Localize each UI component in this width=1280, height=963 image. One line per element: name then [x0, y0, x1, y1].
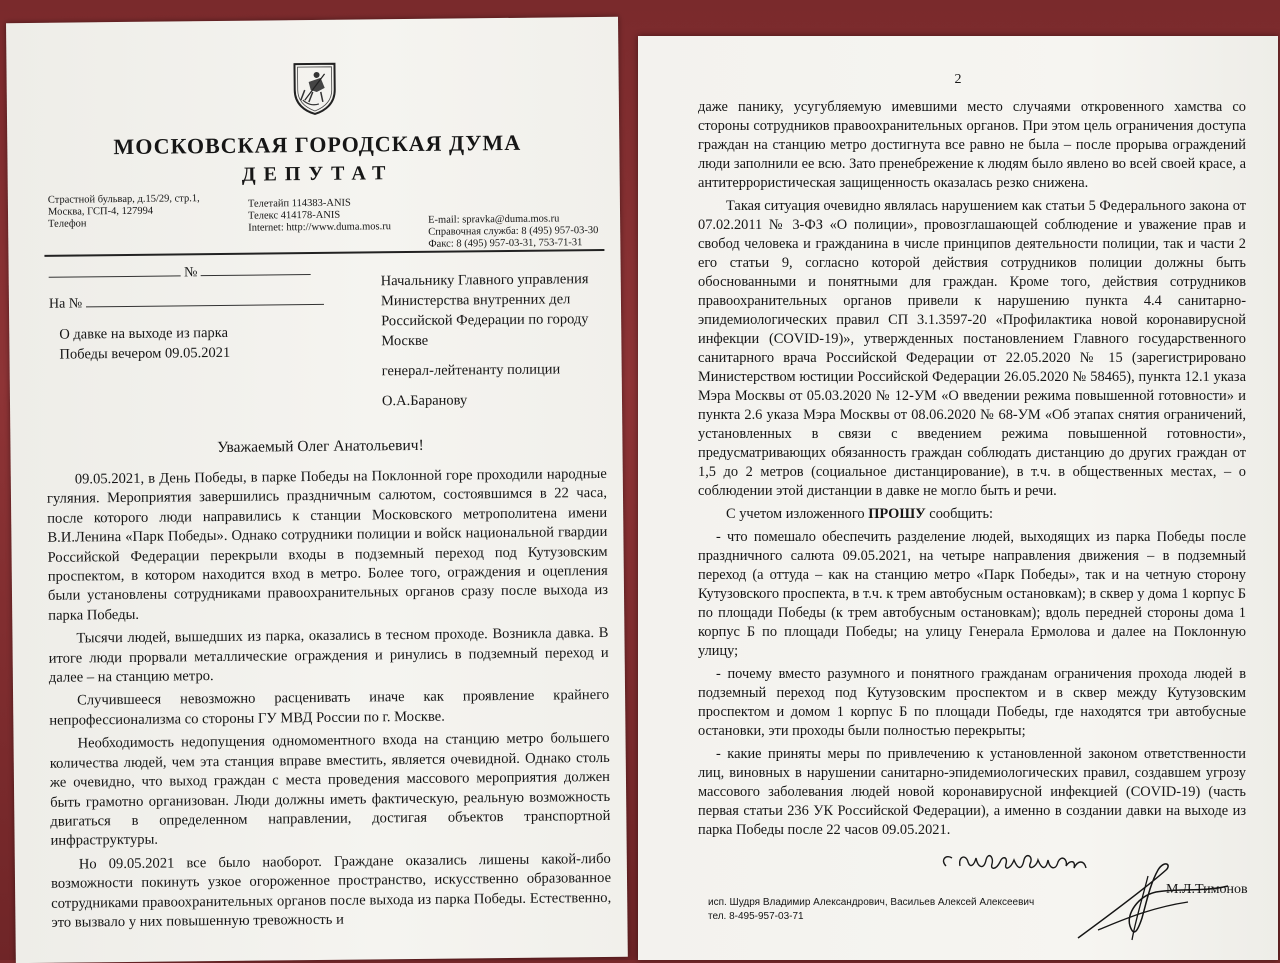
moscow-coat-of-arms-icon [290, 60, 339, 116]
page-number: 2 [954, 72, 962, 87]
executors-block [708, 896, 1034, 924]
body-paragraph: Случившееся невозможно расценивать иначе как проявление крайнего непрофессионализма со стороны ГУ МВД России по г. Москве. [49, 687, 610, 729]
teletype: Телетайп 114383-ANIS [247, 197, 351, 210]
subject-line: О давке на выходе из парка [59, 324, 229, 343]
incoming-number-line [49, 292, 324, 313]
salutation: Уважаемый Олег Анатольевич! [217, 436, 424, 457]
letter-body-page-1 [47, 465, 612, 937]
request-lead [698, 505, 1246, 524]
organization-subtitle: ДЕПУТАТ [241, 162, 394, 186]
email: E-mail: spravka@duma.mos.ru [428, 213, 560, 226]
signature [1038, 856, 1238, 946]
phone-label: Телефон [48, 218, 87, 230]
request-suffix: сообщить: [925, 506, 994, 522]
number-label: № [184, 265, 198, 281]
header-address [48, 193, 238, 231]
header-divider [44, 249, 604, 257]
body-paragraph: Но 09.05.2021 все было наоборот. Граждане оказались лишены какой-либо возможности покинуть узкое огороженное пространство, искусственно образованное сотрудниками правоохранительных органов после выхода из парка Победы. Естественно, это вызвало у них повышенную тревожность и [50, 850, 612, 931]
header-contacts-2 [428, 213, 618, 251]
outgoing-number-line [49, 262, 312, 283]
letter-page-2 [638, 36, 1278, 960]
subject-line: Победы вечером 09.05.2021 [59, 344, 231, 363]
request-item: - какие приняты меры по привлечению к установленной законом ответственности лиц, виновных в нарушении санитарно-эпидемиологических правил, создавшем угрозу массового заболевания людей новой коронавирусной инфекцией (COVID-19) (часть первая статьи 236 УК Российской Федерации), а именно в создании давки на выходе из парка Победы после 22 часов 09.05.2021. [698, 746, 1246, 838]
telex: Телекс 414178-ANIS [247, 209, 341, 222]
body-paragraph: Необходимость недопущения одномоментного входа на станцию метро большего количества людей, чем эта станция вправе вместить, является очевидной. Однако столь же очевидно, что выход граждан с места проведения массового мероприятия должен быть грамотно организован. Люди должны иметь фактическую, реальную возможность двигаться в определенном направлении, достигая объектов транспортной инфраструктуры. [49, 730, 611, 850]
addressee-name: О.А.Баранову [381, 392, 468, 410]
executor-phone: тел. 8-495-957-03-71 [708, 911, 804, 922]
executors: исп. Шудря Владимир Александрович, Васильев Алексей Алексеевич [708, 897, 1035, 908]
addressee-position: Начальнику Главного управления Министерства внутренних дел Российской Федерации по городу Москве [380, 271, 589, 350]
request-list [698, 528, 1246, 840]
request-item: - почему вместо разумного и понятного гражданам ограничения прохода людей в подземный переход под Кутузовским проспектом и в сквер между Кутузовским проспектом и домом 1 корпус Б по площади Победы, где находятся три автобусные остановки, эти проходы были полностью перекрыты; [698, 666, 1246, 739]
organization-title: МОСКОВСКАЯ ГОРОДСКАЯ ДУМА [113, 129, 522, 160]
request-keyword: ПРОШУ [868, 506, 926, 522]
address-line: Страстной бульвар, д.15/29, стр.1, [47, 193, 200, 206]
body-paragraph: Тысячи людей, вышедших из парка, оказались в тесном проходе. Возникла давка. В итоге люди прорвали металлические ограждения и ринулись в подземный переход и далее – на станцию метро. [48, 625, 609, 686]
body-paragraph: 09.05.2021, в День Победы, в парке Победы на Поклонной горе проходили народные гуляния. Мероприятия завершились праздничным салютом, состоявшимся в 22 часа, после которого люди направились к станции Московского метрополитена имени В.И.Ленина «Парк Победы». Однако сотрудники полиции и войск национальной гвардии Российской Федерации перекрыли входы в подземный переход под Кутузовским проспектом, в котором находится вход в метро. Более того, ограждения и оцепления были установлены сотрудниками правоохранительных органов сразу после выхода из парка Победы. [46, 465, 609, 624]
addressee-block [381, 269, 623, 422]
letter-subject [59, 322, 359, 365]
help-desk: Справочная служба: 8 (495) 957-03-30 [428, 225, 599, 238]
letter-page-1 [6, 17, 628, 963]
address-line: Москва, ГСП-4, 127994 [47, 205, 154, 218]
body-paragraph: Такая ситуация очевидно являлась нарушением как статьи 5 Федерального закона от 07.02.2011 № 3-ФЗ «О полиции», провозглашающей соблюдение и уважение прав и свобод человека и гражданина в числе принципов деятельности полиции, так и части 2 его статьи 9, согласно которой действия сотрудников полиции должны быть обоснованными и понятными для граждан. Кроме того, действия сотрудников правоохранительных органов привели к нарушению пункта 4.4 санитарно-эпидемиологических правил СП 3.1.3597-20 «Профилактика новой коронавирусной инфекции (COVID-19)», утвержденных постановлением Главного государственного санитарного врача Российской Федерации от 22.05.2020 № 15 (зарегистрировано Министерством юстиции Российской Федерации 26.05.2020 № 58465), пункта 12.1 указа Мэра Москвы от 05.03.2020 № 12-УМ «О введении режима повышенной готовности» и пункта 2.6 указа Мэра Москвы от 08.06.2020 № 68-УМ «Об этапах снятия ограничений, установленных в связи с введением режима повышенной готовности», предусматривающих обязанность граждан соблюдать дистанцию до других граждан от 1,5 до 2 метров (социальное дистанцирование), в т.ч. в общественных местах, – о соблюдении этой дистанции в давке не могло быть и речи. [698, 198, 1246, 499]
internet-address: Internet: http://www.duma.mos.ru [248, 221, 392, 234]
addressee-rank: генерал-лейтенанту полиции [381, 361, 561, 380]
in-reply-label: На № [48, 296, 83, 312]
body-paragraph: даже панику, усугубляемую имевшими место случаями откровенного хамства со стороны сотрудников правоохранительных органов. При этом цель ограничения доступа граждан на станцию метро достигнута все равно не была – после прорыва ограждений люди заполнили ее всю. Зато пренебрежение к людям было явлено во всей своей красе, а антитеррористическая защищенность оказалась резко снижена. [698, 99, 1246, 191]
letter-body-page-2 [698, 98, 1246, 844]
request-item: - что помешало обеспечить разделение людей, выходящих из парка Победы после праздничного салюта 09.05.2021, на четыре направления движения – в подземный переход (а оттуда – как на станцию метро «Парк Победы», так и на четную сторону Кутузовского проспекта, в т.ч. к трем автобусным остановкам); в сквер у дома 1 корпус Б по площади Победы (к трем автобусным остановкам); вдоль передней стороны дома 1 корпус Б по площади Победы; на улицу Генерала Ермолова и далее на Поклонную улицу; [698, 529, 1246, 659]
signer-name: М.Л.Тимонов [1166, 882, 1248, 897]
header-contacts [248, 197, 428, 235]
fax: Факс: 8 (495) 957-03-31, 753-71-31 [428, 237, 583, 250]
request-prefix: С учетом изложенного [726, 506, 869, 522]
